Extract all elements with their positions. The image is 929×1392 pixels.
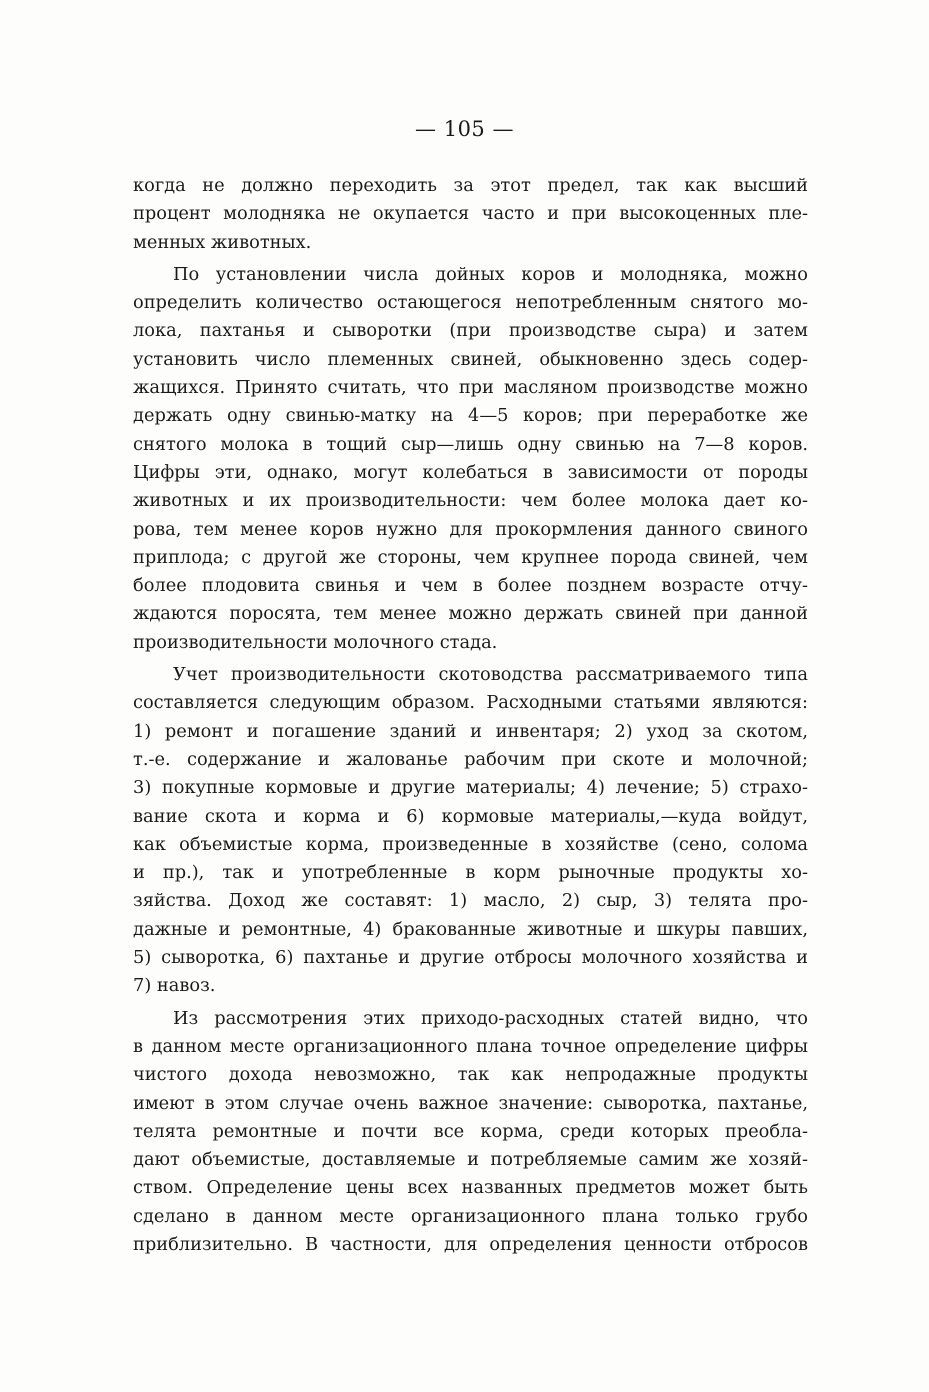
text-line: менных животных. — [133, 231, 312, 253]
text-line: производительности молочного стада. — [133, 631, 498, 653]
text-line: установить число племенных свиней, обыкновенно здесь содер- — [133, 348, 808, 370]
text-line: 5) сыворотка, 6) пахтанье и другие отбросы молочного хозяйства и — [133, 947, 808, 969]
text-line: 1) ремонт и погашение зданий и инвентаря; 2) уход за скотом, — [133, 720, 808, 742]
text-line: Цифры эти, однако, могут колебаться в зависимости от породы — [133, 461, 808, 483]
text-line: дают объемистые, доставляемые и потребляемые самим же хозяй- — [133, 1149, 808, 1171]
text-line: более плодовита свинья и чем в более позднем возрасте отчу- — [133, 575, 808, 597]
page-number: — 105 — — [415, 117, 514, 141]
text-line: ством. Определение цены всех названных предметов может быть — [133, 1177, 808, 1199]
text-line: 7) навоз. — [133, 975, 216, 997]
text-line: в данном месте организационного плана точное определение цифры — [133, 1035, 808, 1057]
text-line: телята ремонтные и почти все корма, среди которых преобла- — [133, 1120, 808, 1142]
text-line: сделано в данном месте организационного плана только грубо — [133, 1205, 808, 1227]
text-line: дажные и ремонтные, 4) бракованные животные и шкуры павших, — [133, 918, 808, 940]
text-line: приплода; с другой же стороны, чем крупнее порода свиней, чем — [133, 546, 808, 568]
text-line: держать одну свинью-матку на 4—5 коров; при переработке же — [133, 405, 808, 427]
text-line: вание скота и корма и 6) кормовые материалы,—куда войдут, — [133, 805, 808, 827]
text-line: животных и их производительности: чем более молока дает ко- — [133, 490, 808, 512]
text-line: имеют в этом случае очень важное значение: сыворотка, пахтанье, — [133, 1092, 808, 1114]
text-line: составляется следующим образом. Расходными статьями являются: — [133, 692, 808, 714]
paragraph — [133, 172, 808, 257]
paragraph — [133, 261, 808, 657]
text-line: жащихся. Принято считать, что при масляном производстве можно — [133, 377, 808, 399]
text-line: приблизительно. В частности, для определения ценности отбросов — [133, 1233, 808, 1255]
text-line: зяйства. Доход же составят: 1) масло, 2) сыр, 3) телята про- — [133, 890, 808, 912]
text-line: чистого дохода невозможно, так как непродажные продукты — [133, 1064, 808, 1086]
text-line: 3) покупные кормовые и другие материалы; 4) лечение; 5) страхо- — [133, 777, 808, 799]
text-line: рова, тем менее коров нужно для прокормления данного свиного — [133, 518, 808, 540]
text-line: Учет производительности скотоводства рассматриваемого типа — [173, 664, 808, 686]
text-line: определить количество остающегося непотребленным снятого мо- — [133, 292, 808, 314]
text-line: ждаются поросята, тем менее можно держать свиней при данной — [133, 603, 808, 625]
text-line: По установлении числа дойных коров и молодняка, можно — [173, 263, 808, 285]
text-line: и пр.), так и употребленные в корм рыночные продукты хо- — [133, 862, 808, 884]
text-line: Из рассмотрения этих приходо-расходных статей видно, что — [173, 1007, 808, 1029]
text-line: как объемистые корма, произведенные в хозяйстве (сено, солома — [133, 833, 808, 855]
paragraph — [133, 661, 808, 1001]
paragraph — [133, 1005, 808, 1260]
text-line: лока, пахтанья и сыворотки (при производстве сыра) и затем — [133, 320, 808, 342]
body-text — [133, 172, 808, 1259]
text-line: процент молодняка не окупается часто и при высокоценных пле- — [133, 203, 808, 225]
text-line: снятого молока в тощий сыр—лишь одну свинью на 7—8 коров. — [133, 433, 808, 455]
text-line: т.-е. содержание и жалованье рабочим при скоте и молочной; — [133, 748, 808, 770]
text-line: когда не должно переходить за этот предел, так как высший — [133, 175, 808, 196]
